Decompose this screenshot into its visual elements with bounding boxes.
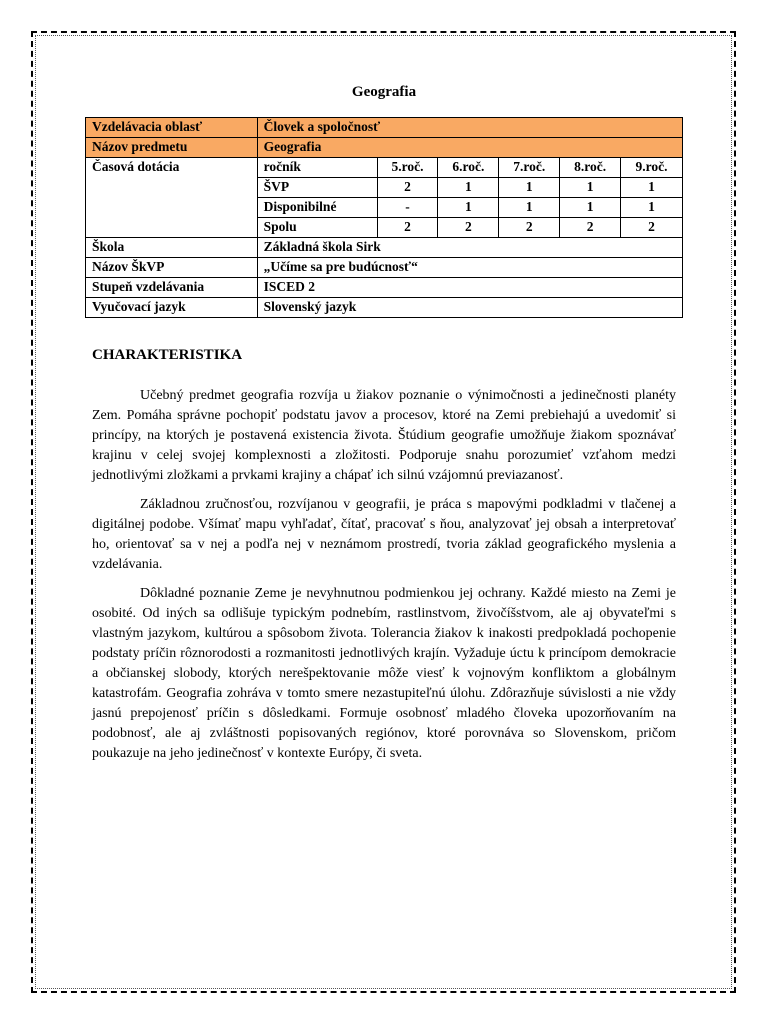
grade-header: 7.roč. [499, 158, 560, 178]
table-row [86, 258, 683, 278]
row-value: ISCED 2 [257, 278, 682, 298]
grade-header: 5.roč. [377, 158, 438, 178]
row-value: Človek a spoločnosť [257, 118, 682, 138]
row-label: Stupeň vzdelávania [86, 278, 258, 298]
allocation-cell: 2 [377, 218, 438, 238]
allocation-cell: 1 [621, 178, 683, 198]
allocation-row-label: ŠVP [257, 178, 377, 198]
subject-info-table [85, 117, 683, 318]
paragraph: Učebný predmet geografia rozvíja u žiakov poznanie o výnimočnosti a jedinečnosti planéty Zem. Pomáha správne pochopiť podstatu javov a procesov, ktoré na Zemi prebiehajú a uvedomiť si princípy, na ktorých je postavená existencia života. Štúdium geografie umožňuje žiakom spoznávať krajinu v celej svojej komplexnosti a zložitosti. Podporuje snahu porozumieť vzťahom medzi jednotlivými zložkami a prvkami krajiny a chápať ich silnú vzájomnú previazanosť. [92, 388, 676, 483]
paragraph: Základnou zručnosťou, rozvíjanou v geografii, je práca s mapovými podkladmi v tlačenej a digitálnej podobe. Všímať mapu vyhľadať, čítať, pracovať s ňou, analyzovať jej obsah a interpretovať ho, orientovať sa v nej a podľa nej v neznámom prostredí, tvoria základ geografického myslenia a vzdelávania. [92, 497, 676, 572]
allocation-cell: 1 [560, 178, 621, 198]
grade-header: 6.roč. [438, 158, 499, 178]
allocation-cell: 1 [499, 178, 560, 198]
allocation-row-label: Spolu [257, 218, 377, 238]
row-label: Vzdelávacia oblasť [86, 118, 258, 138]
allocation-cell: 2 [499, 218, 560, 238]
row-label: Názov ŠkVP [86, 258, 258, 278]
allocation-cell: 1 [560, 198, 621, 218]
table-row [86, 238, 683, 258]
table-row [86, 118, 683, 138]
row-label: Názov predmetu [86, 138, 258, 158]
table-row [86, 298, 683, 318]
allocation-cell: - [377, 198, 438, 218]
document-title: Geografia [351, 84, 417, 100]
time-allocation-label: Časová dotácia [86, 158, 258, 238]
allocation-cell: 2 [560, 218, 621, 238]
table-row [86, 278, 683, 298]
grade-header-label: ročník [257, 158, 377, 178]
row-label: Vyučovací jazyk [86, 298, 258, 318]
allocation-cell: 1 [621, 198, 683, 218]
row-value: Slovenský jazyk [257, 298, 682, 318]
row-label: Škola [86, 238, 258, 258]
allocation-cell: 2 [438, 218, 499, 238]
allocation-cell: 2 [377, 178, 438, 198]
row-value: „Učíme sa pre budúcnosť“ [257, 258, 682, 278]
paragraph: Dôkladné poznanie Zeme je nevyhnutnou podmienkou jej ochrany. Každé miesto na Zemi je osobité. Od iných sa odlišuje typickým podnebím, rastlinstvom, živočíšstvom, ale aj obyvateľmi s vlastným jazykom, kultúrou a spôsobom života. Tolerancia žiakov k inakosti predpokladá pochopenie podstaty príčin rôznorodosti a rozmanitosti jednotlivých krajín. Vyžaduje úctu k princípom demokracie a občianskej slobody, ktorých nerešpektovanie môže viesť k vojnovým konfliktom a globálnym katastrofám. Geografia zohráva v tomto smere nezastupiteľnú úlohu. Zdôrazňuje súvislosti a nie vždy jasnú prepojenosť príčin s dôsledkami. Formuje osobnosť mladého človeka upozorňovaním na podobnosť, ale aj zvláštnosti popisovaných regiónov, ktoré porovnáva so Slovenskom, pričom poukazuje na jeho jedinečnosť v kontexte Európy, či sveta. [92, 586, 676, 761]
row-value: Základná škola Sirk [257, 238, 682, 258]
allocation-cell: 2 [621, 218, 683, 238]
allocation-cell: 1 [438, 198, 499, 218]
table-row [86, 158, 683, 178]
allocation-row-label: Disponibilné [257, 198, 377, 218]
row-value: Geografia [257, 138, 682, 158]
section-heading: CHARAKTERISTIKA [92, 347, 243, 363]
table-row [86, 138, 683, 158]
allocation-cell: 1 [499, 198, 560, 218]
grade-header: 8.roč. [560, 158, 621, 178]
grade-header: 9.roč. [621, 158, 683, 178]
allocation-cell: 1 [438, 178, 499, 198]
characteristics-text [92, 386, 676, 773]
